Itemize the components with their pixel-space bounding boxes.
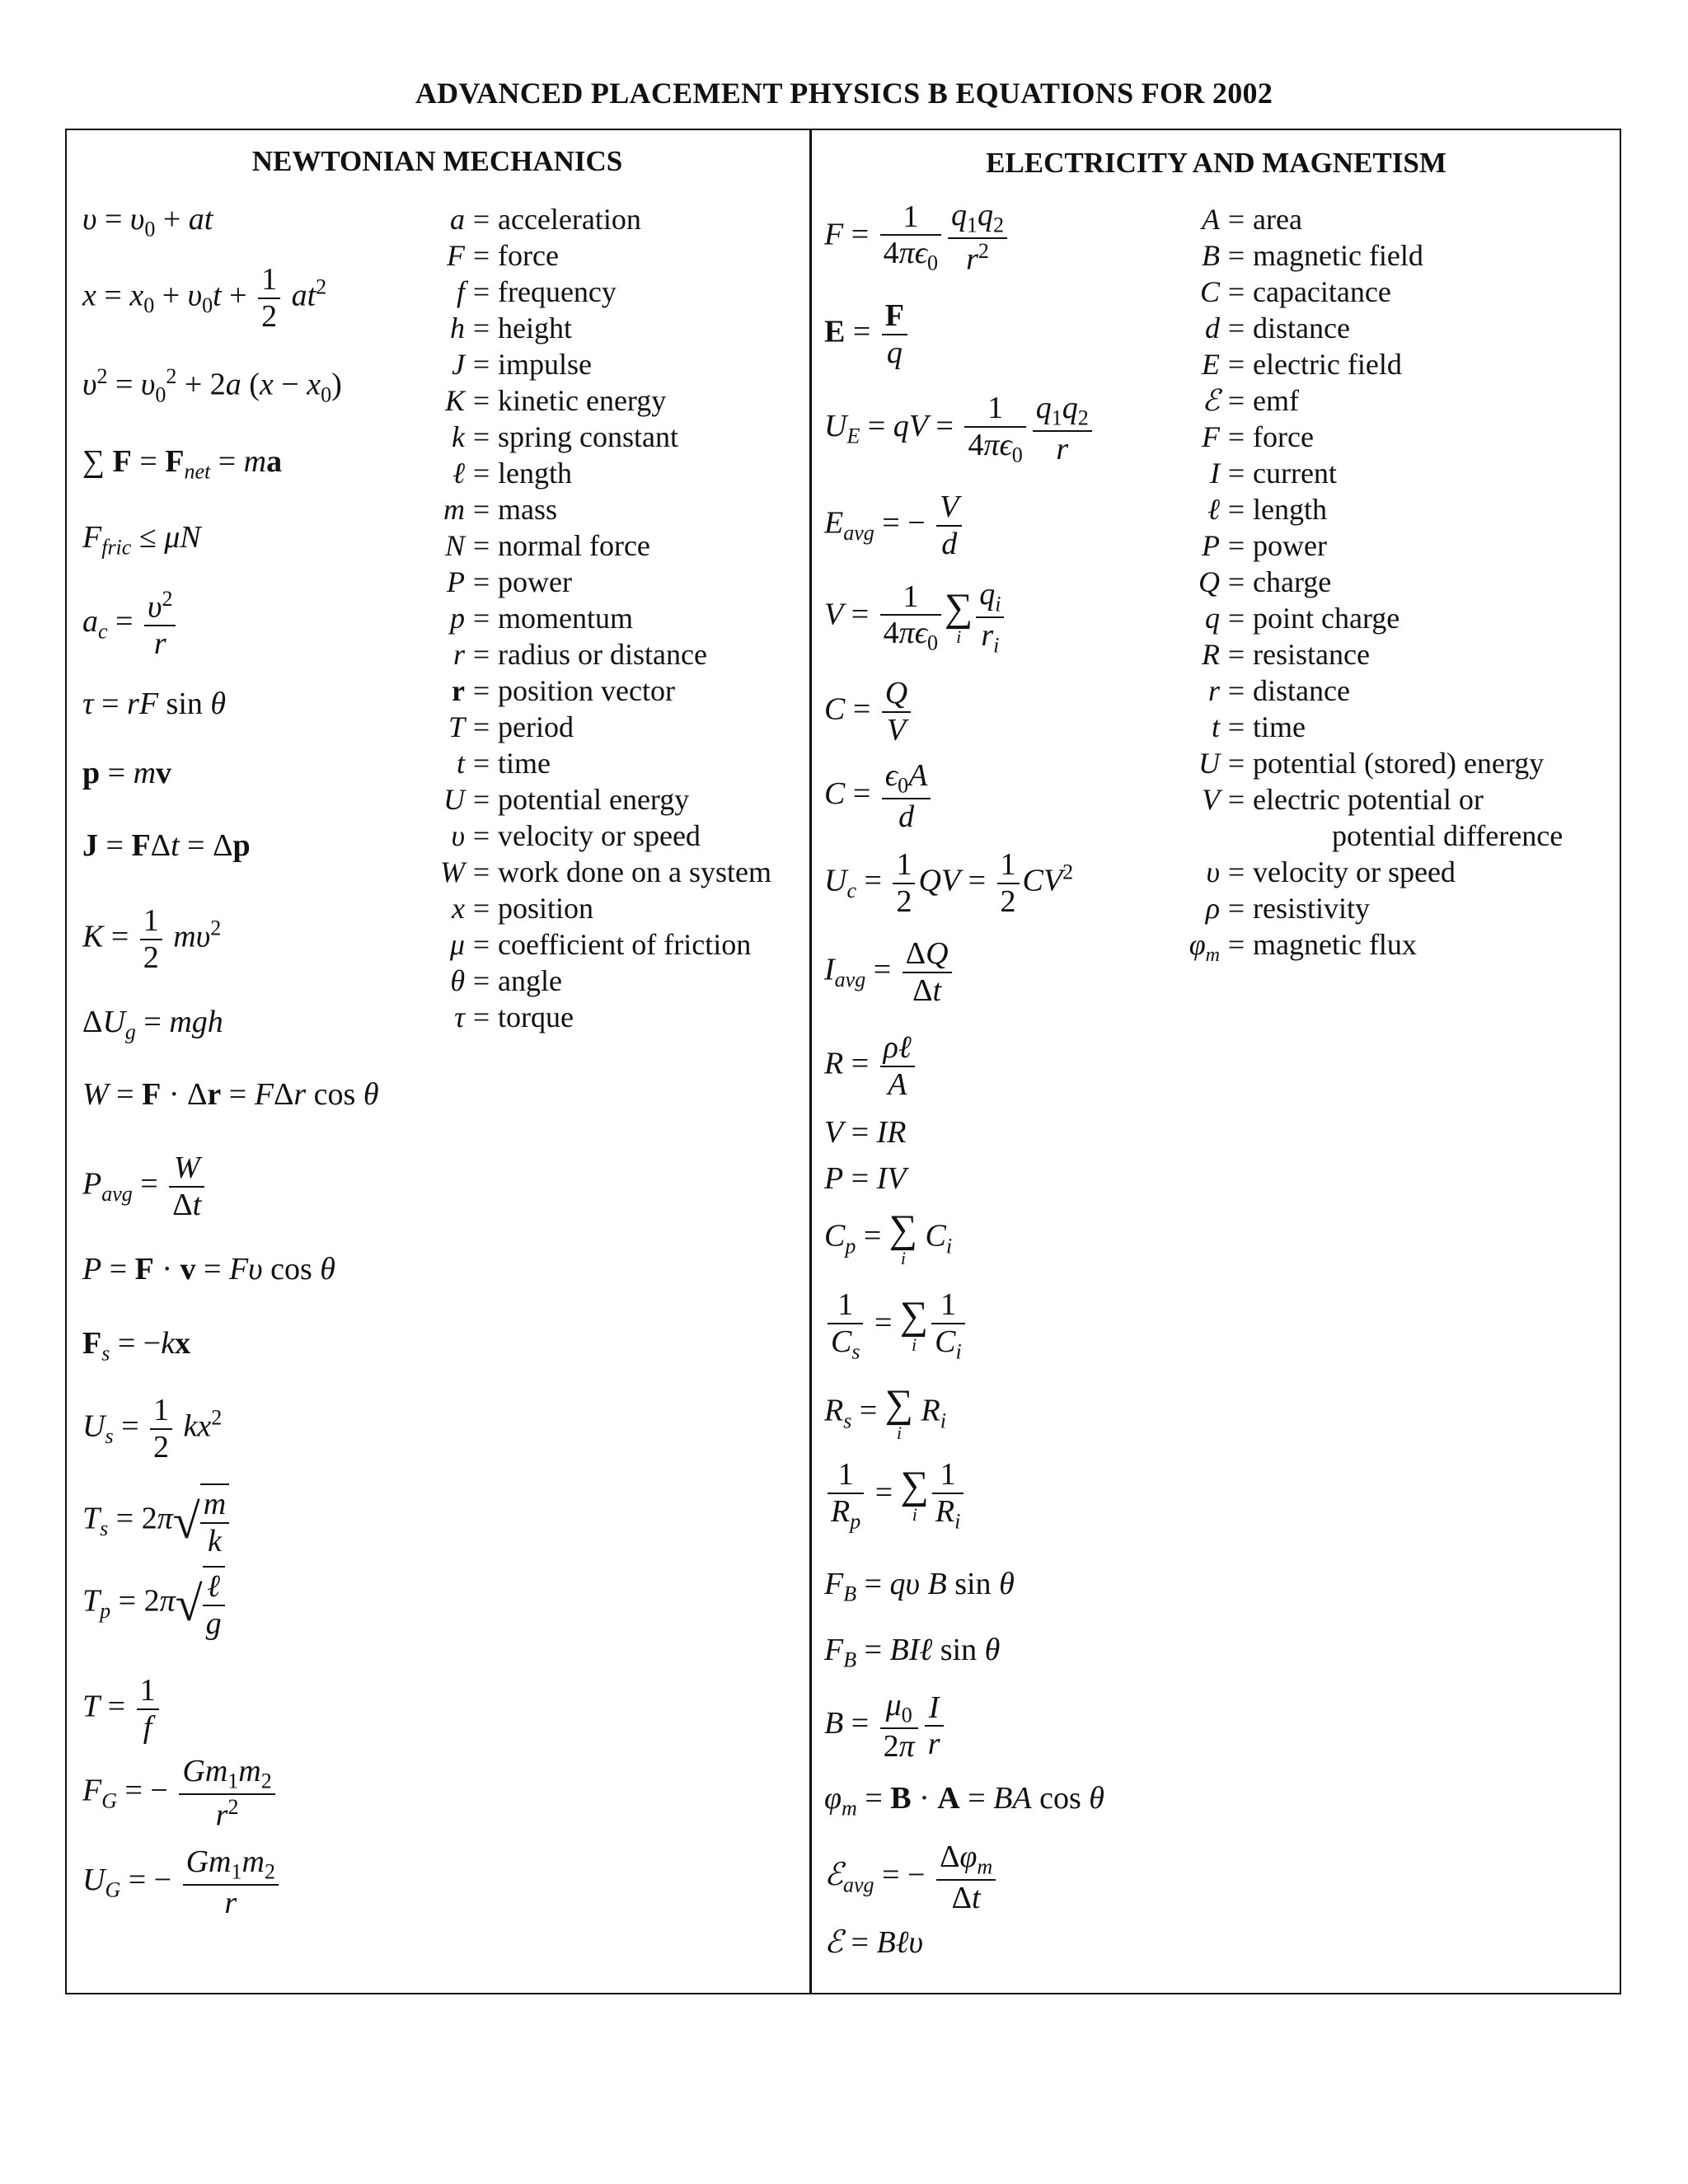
mechanics-variable-definition: coefficient of friction (498, 928, 752, 961)
mechanics-variable-equals: = (472, 239, 490, 272)
mechanics-variable-symbol: T (448, 710, 465, 743)
mechanics-variable-row (429, 455, 572, 491)
equation-momentum: p = mv (82, 756, 172, 790)
equation-gravitational-pe: $U_G$ = − $\frac{Gm_1m_2}{r}$ (82, 1844, 282, 1920)
mechanics-variable-equals: = (472, 275, 490, 308)
equation-impulse: J = FΔt = Δp (82, 828, 251, 863)
mechanics-variable-symbol: W (440, 855, 465, 888)
mechanics-variable-row (429, 781, 689, 818)
equation-average-power: $P_{avg}$ = $\frac{W}{\Delta t}$ (82, 1151, 208, 1222)
electricity-variable-definition: force (1253, 420, 1314, 453)
mechanics-variable-equals: = (472, 420, 490, 453)
mechanics-variable-row (429, 491, 557, 527)
equation-spring-period: $T_s = 2\pi√$ $\frac{m}{k}$ (82, 1483, 229, 1558)
mechanics-variable-equals: = (472, 203, 490, 236)
electricity-variable-row (1184, 781, 1484, 818)
mechanics-variable-symbol: K (444, 384, 465, 417)
electricity-variable-row (1184, 926, 1417, 973)
mechanics-variable-row (429, 382, 666, 419)
equation-average-current: $I_{avg}$ = $\frac{\Delta Q}{\Delta t}$ (824, 936, 955, 1008)
mechanics-variable-equals: = (472, 964, 490, 997)
electricity-variable-symbol: q (1205, 602, 1220, 635)
equation-ohms-law: V = IR (824, 1115, 907, 1150)
electricity-variable-definition: area (1253, 203, 1302, 236)
electricity-variable-symbol: d (1205, 312, 1220, 344)
electricity-variable-row (1184, 564, 1331, 600)
mechanics-variable-symbol: υ (451, 819, 465, 852)
electricity-variable-equals: = (1227, 674, 1245, 707)
electricity-variable-definition: magnetic flux (1253, 928, 1417, 961)
mechanics-variable-definition: period (498, 710, 574, 743)
electricity-variable-row (1184, 382, 1299, 419)
mechanics-variable-row (429, 854, 771, 890)
electricity-variable-row (1184, 419, 1314, 455)
mechanics-variable-row (429, 274, 617, 310)
mechanics-variable-row (429, 926, 751, 963)
mechanics-variable-definition: velocity or speed (498, 819, 701, 852)
mechanics-variable-row (429, 564, 572, 600)
mechanics-variable-symbol: p (450, 602, 465, 635)
mechanics-variable-symbol: U (443, 783, 465, 816)
mechanics-variable-symbol: r (452, 674, 465, 707)
equation-magnetic-force-wire: $F_B$ = BIℓ sin θ (824, 1633, 1001, 1672)
mechanics-variable-equals: = (472, 493, 490, 526)
electricity-variable-definition: potential (stored) energy (1253, 747, 1545, 780)
electricity-variable-row (1184, 455, 1337, 491)
electricity-variable-row (1184, 673, 1350, 709)
equation-capacitor-energy: $U_c$ = $\frac{1}{2}$ QV = $\frac{1}{2}$ $CV^2$ (824, 847, 1074, 919)
mechanics-variable-symbol: f (456, 275, 465, 308)
equation-capacitors-series: $\frac{1}{C_s}$ = ∑ i $\frac{1}{C_i}$ (824, 1287, 968, 1363)
equation-magnetic-flux: $\varphi_m = B \cdot A$ = BA cos θ (824, 1781, 1104, 1821)
mechanics-variable-definition: length (498, 457, 572, 490)
electricity-variable-definition: resistivity (1253, 892, 1370, 925)
equation-velocity-squared: $\upsilon^2 = \upsilon_0^2 + 2a$ $(x - x_0)$ (82, 364, 342, 407)
electricity-variable-definition: magnetic field (1253, 239, 1423, 272)
electricity-variable-row (1184, 237, 1423, 274)
mechanics-variable-definition: kinetic energy (498, 384, 667, 417)
mechanics-variable-definition: frequency (498, 275, 617, 308)
electricity-variable-equals: = (1227, 348, 1245, 381)
electricity-variable-row (1184, 600, 1400, 636)
equation-work: W = F · Δr = FΔr cos θ (82, 1077, 379, 1112)
equation-average-field: $E_{avg}$ = − $\frac{V}{d}$ (824, 490, 965, 561)
mechanics-variable-definition: mass (498, 493, 557, 526)
equation-resistors-parallel: $\frac{1}{R_p}$ = ∑ i $\frac{1}{R_i}$ (824, 1457, 967, 1533)
mechanics-variable-equals: = (472, 457, 490, 490)
electricity-variable-equals: = (1227, 384, 1245, 417)
electricity-variable-symbol: r (1207, 674, 1220, 707)
equation-newton-second-law: ∑ $F = F_{net}$ = ma (82, 444, 283, 484)
electricity-variable-equals: = (1227, 457, 1245, 490)
mechanics-variable-definition: work done on a system (498, 855, 771, 888)
electricity-variable-row (1184, 709, 1306, 745)
electricity-variable-equals: = (1227, 203, 1245, 236)
electricity-variable-equals: = (1227, 638, 1245, 671)
mechanics-variable-equals: = (472, 892, 490, 925)
mechanics-variable-row (429, 600, 633, 636)
electricity-variable-equals: = (1227, 783, 1245, 816)
mechanics-variable-definition: position (498, 892, 594, 925)
electricity-variable-symbol: U (1198, 747, 1220, 780)
mechanics-variable-row (429, 745, 551, 781)
electricity-variable-symbol: υ (1206, 855, 1220, 888)
mechanics-variable-symbol: P (447, 565, 465, 598)
equation-electric-power: P = IV (824, 1161, 907, 1196)
electricity-variable-symbol: F (1202, 420, 1220, 453)
mechanics-variable-equals: = (472, 348, 490, 381)
mechanics-variable-definition: impulse (498, 348, 592, 381)
electricity-variable-symbol: t (1211, 710, 1220, 743)
electricity-variable-equals: = (1227, 855, 1245, 888)
mechanics-variable-equals: = (472, 384, 490, 417)
equation-capacitance: C = $\frac{Q}{V}$ (824, 676, 914, 748)
mechanics-variable-row (429, 419, 678, 455)
electricity-variable-definition: resistance (1253, 638, 1370, 671)
mechanics-variable-row (429, 237, 559, 274)
mechanics-variable-symbol: θ (450, 964, 465, 997)
equation-position-time: $x = x_0 + \upsilon_0t$ + $\frac{1}{2}$ $at^2$ (82, 262, 327, 334)
mechanics-variable-definition: normal force (498, 529, 650, 562)
electricity-heading: ELECTRICITY AND MAGNETISM (986, 147, 1447, 179)
electricity-variable-symbol: I (1210, 457, 1220, 490)
mechanics-variable-symbol: h (450, 312, 465, 344)
mechanics-variable-symbol: F (447, 239, 465, 272)
mechanics-variable-definition: potential energy (498, 783, 690, 816)
mechanics-variable-equals: = (472, 602, 490, 635)
electricity-variable-equals: = (1227, 239, 1245, 272)
mechanics-variable-equals: = (472, 638, 490, 671)
equation-torque: τ = rF sin θ (82, 687, 227, 721)
electricity-variable-row (1184, 527, 1327, 564)
equation-electric-field: E = $\frac{F}{q}$ (824, 298, 911, 370)
equation-resistors-series: $R_s$ = ∑ i $R_i$ (824, 1382, 946, 1443)
mechanics-variable-symbol: k (452, 420, 465, 453)
equation-instantaneous-power: P = F · v = Fυ cos θ (82, 1252, 335, 1286)
equation-parallel-plate-capacitance: C = $\frac{\epsilon_0A}{d}$ (824, 758, 934, 834)
mechanics-variable-definition: position vector (498, 674, 675, 707)
electricity-variable-symbol: R (1202, 638, 1220, 671)
mechanics-variable-equals: = (472, 855, 490, 888)
electricity-variable-row (1184, 854, 1456, 890)
mechanics-variable-equals: = (472, 312, 490, 344)
mechanics-variable-symbol: ℓ (452, 457, 465, 490)
mechanics-variable-equals: = (472, 565, 490, 598)
mechanics-variable-row (429, 673, 675, 709)
mechanics-variable-equals: = (472, 819, 490, 852)
equation-average-emf: ℰ$_{avg}$ = − $\frac{\Delta\varphi_m}{\Delta t}$ (824, 1840, 999, 1915)
mechanics-variable-equals: = (472, 529, 490, 562)
electricity-variable-definition: power (1253, 529, 1327, 562)
mechanics-variable-equals: = (472, 783, 490, 816)
mechanics-variable-symbol: x (452, 892, 465, 925)
electricity-variable-row (1184, 201, 1302, 237)
equation-magnetic-field-wire: B = $\frac{\mu_0}{2\pi}$ $\frac{I}{r}$ (824, 1688, 947, 1764)
equation-magnetic-force-charge: $F_B = q\upsilon$ B sin θ (824, 1567, 1015, 1606)
electricity-variable-equals: = (1227, 420, 1245, 453)
equation-capacitors-parallel: $C_p$ = ∑ i $C_i$ (824, 1207, 953, 1268)
electricity-variable-symbol: C (1199, 275, 1220, 308)
equation-velocity-time: $\upsilon = \upsilon_0$ + at (82, 202, 213, 241)
electricity-variable-definition: electric potential or (1253, 783, 1484, 816)
mechanics-variable-equals: = (472, 1001, 490, 1033)
mechanics-variable-row (429, 963, 562, 999)
mechanics-variable-definition: torque (498, 1001, 574, 1033)
mechanics-variable-equals: = (472, 674, 490, 707)
electricity-variable-definition: electric field (1253, 348, 1402, 381)
electricity-variable-equals: = (1227, 529, 1245, 562)
mechanics-variable-definition: radius or distance (498, 638, 707, 671)
electricity-variable-row (1184, 491, 1327, 527)
mechanics-variable-row (429, 201, 641, 237)
mechanics-variable-row (429, 709, 574, 745)
mechanics-variable-definition: acceleration (498, 203, 641, 236)
electricity-variable-equals: = (1227, 747, 1245, 780)
mechanics-variable-row (429, 999, 574, 1035)
equation-kinetic-energy: K = $\frac{1}{2}$ $m\upsilon^2$ (82, 903, 222, 975)
equation-motional-emf: ℰ = Bℓυ (824, 1925, 923, 1960)
equation-pendulum-period: $T_p = 2\pi√$ $\frac{\text{ℓ}}{g}$ (82, 1566, 225, 1641)
mechanics-heading: NEWTONIAN MECHANICS (251, 145, 623, 177)
page-title: ADVANCED PLACEMENT PHYSICS B EQUATIONS FOR 2002 (415, 77, 1273, 110)
mechanics-variable-definition: angle (498, 964, 562, 997)
mechanics-variable-symbol: a (450, 203, 465, 236)
mechanics-variable-row (429, 310, 572, 346)
electricity-variable-definition: charge (1253, 565, 1332, 598)
electricity-variable-symbol: P (1202, 529, 1220, 562)
electricity-variable-symbol: $\varphi_m$ (1189, 928, 1220, 967)
electricity-variable-equals: = (1227, 312, 1245, 344)
mechanics-variable-row (429, 818, 701, 854)
electricity-variable-symbol: ℓ (1207, 493, 1220, 526)
electricity-variable-definition: distance (1253, 674, 1350, 707)
electricity-variable-definition: point charge (1253, 602, 1400, 635)
mechanics-variable-symbol: t (456, 747, 465, 780)
mechanics-variable-equals: = (472, 747, 490, 780)
mechanics-variable-equals: = (472, 928, 490, 961)
mechanics-variable-definition: spring constant (498, 420, 678, 453)
equation-hookes-law: $F_s = -kx$ (82, 1326, 191, 1366)
electricity-variable-definition: potential difference (1332, 819, 1564, 852)
electricity-variable-definition: velocity or speed (1253, 855, 1456, 888)
electricity-variable-definition: emf (1253, 384, 1299, 417)
electricity-variable-symbol: ℰ (1202, 384, 1220, 417)
electricity-variable-equals: = (1227, 928, 1245, 961)
equation-potential-point-charges: V = $\frac{1}{4\pi\epsilon_0}$ ∑ i $\frac{q_i}{r_i}$ (824, 577, 1007, 657)
electricity-variable-symbol: B (1202, 239, 1220, 272)
mechanics-variable-row (429, 527, 650, 564)
mechanics-variable-symbol: m (443, 493, 465, 526)
mechanics-variable-definition: time (498, 747, 551, 780)
electricity-variable-symbol: A (1202, 203, 1220, 236)
electricity-variable-equals: = (1227, 602, 1245, 635)
mechanics-variable-definition: power (498, 565, 572, 598)
mechanics-variable-definition: height (498, 312, 572, 344)
electricity-variable-row (1184, 310, 1350, 346)
mechanics-variable-symbol: τ (454, 1001, 465, 1033)
mechanics-variable-definition: force (498, 239, 559, 272)
electricity-variable-equals: = (1227, 892, 1245, 925)
electricity-variable-row (1184, 346, 1402, 382)
mechanics-variable-symbol: r (452, 638, 465, 671)
equation-electric-potential-energy: $U_E$ = qV = $\frac{1}{4\pi\epsilon_0}$ $\frac{q_1q_2}{r}$ (824, 391, 1095, 466)
equation-friction: $F_{fric} \le \mu N$ (82, 520, 201, 560)
electricity-variable-row (1184, 745, 1544, 781)
mechanics-variable-row (429, 890, 593, 926)
electricity-variable-equals: = (1227, 493, 1245, 526)
electricity-variable-symbol: Q (1198, 565, 1220, 598)
electricity-variable-definition: current (1253, 457, 1337, 490)
column-divider (809, 129, 812, 1994)
electricity-variable-row (1184, 818, 1563, 854)
mechanics-variable-row (429, 636, 707, 673)
equation-period-frequency: T = $\frac{1}{f}$ (82, 1673, 162, 1745)
equation-resistance: R = $\frac{\text{ρℓ}}{A}$ (824, 1030, 918, 1102)
mechanics-variable-symbol: N (444, 529, 465, 562)
equation-coulomb-law: F = $\frac{1}{4\pi\epsilon_0}$ $\frac{q_1q_2}{r^2}$ (824, 198, 1010, 277)
electricity-variable-symbol: ρ (1205, 892, 1220, 925)
electricity-variable-definition: distance (1253, 312, 1350, 344)
equation-spring-pe: $U_s$ = $\frac{1}{2}$ $kx^2$ (82, 1393, 223, 1465)
mechanics-variable-row (429, 346, 592, 382)
mechanics-variable-symbol: J (452, 348, 465, 381)
electricity-variable-equals: = (1227, 275, 1245, 308)
equation-gravitational-pe-near-earth: $\Delta U_g$ = mgh (82, 1005, 223, 1044)
electricity-variable-row (1184, 636, 1370, 673)
electricity-variable-row (1184, 274, 1391, 310)
electricity-variable-definition: time (1253, 710, 1306, 743)
electricity-variable-definition: length (1253, 493, 1327, 526)
mechanics-variable-definition: momentum (498, 602, 633, 635)
equation-gravitational-force: $F_G$ = − $\frac{Gm_1m_2}{r^2}$ (82, 1754, 279, 1833)
equation-centripetal: $a_c$ = $\frac{\upsilon^2}{r}$ (82, 587, 179, 662)
mechanics-variable-equals: = (472, 710, 490, 743)
electricity-variable-symbol: E (1202, 348, 1220, 381)
electricity-variable-row (1184, 890, 1370, 926)
mechanics-variable-symbol: μ (449, 928, 465, 961)
electricity-variable-symbol: V (1202, 783, 1220, 816)
electricity-variable-equals: = (1227, 565, 1245, 598)
electricity-variable-equals: = (1227, 710, 1245, 743)
electricity-variable-definition: capacitance (1253, 275, 1391, 308)
